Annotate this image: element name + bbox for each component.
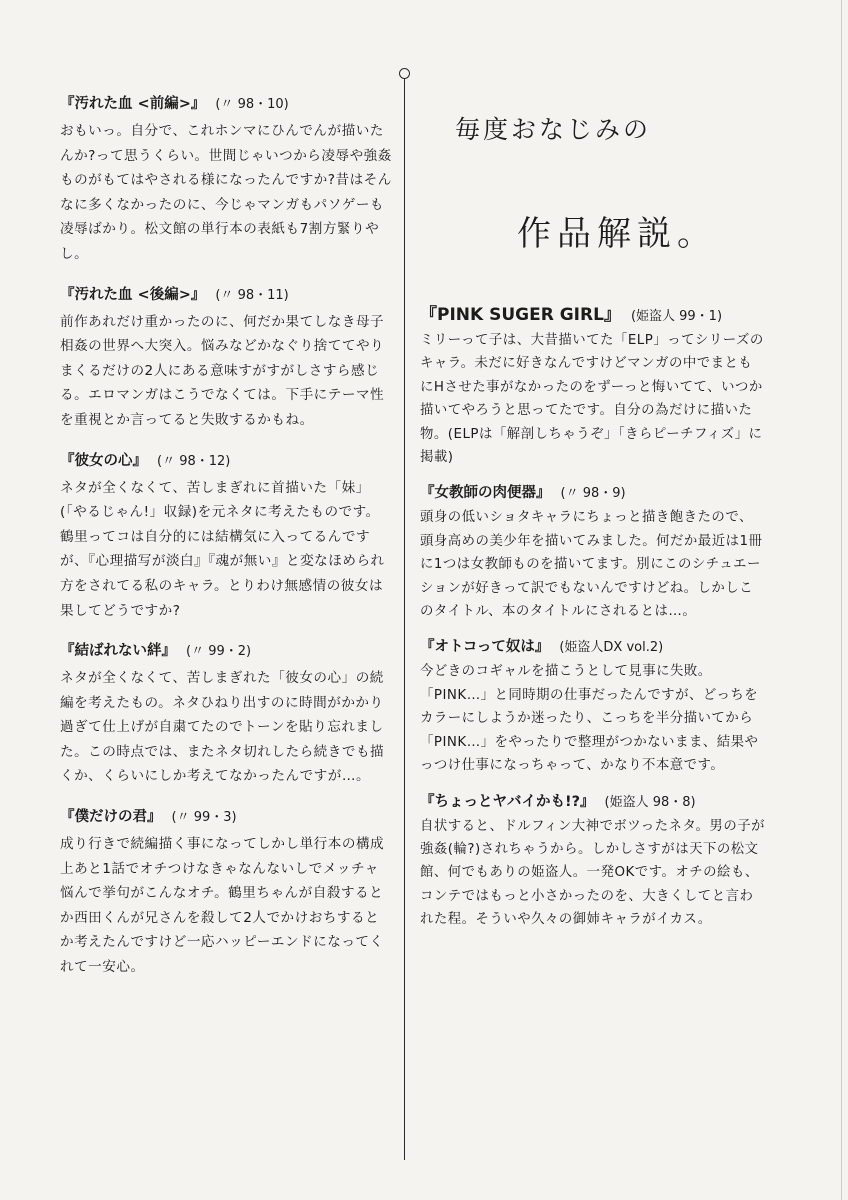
entry — [60, 449, 392, 624]
entry-meta: (〃 98・9) — [560, 486, 626, 502]
entry-meta: (姫盗人DX vol.2) — [559, 640, 664, 656]
entry-meta: (〃 98・11) — [215, 287, 289, 303]
right-column — [420, 300, 765, 944]
entry-body: ミリーって子は、大昔描いてた「ELP」ってシリーズのキャラ。未だに好きなんですけどマンガの中でまともにHさせた事がなかったのをずーっと悔いてて、いつか描いてやろうと思ってたです。自分の為だけに描いた物。(ELPは「解剖しちゃうぞ」「きらピーチフィズ」に掲載) — [420, 333, 764, 466]
entry — [60, 92, 392, 267]
heading-line-1: 毎度おなじみの — [455, 115, 652, 144]
entry-meta: (〃 98・10) — [215, 97, 289, 112]
entry-title: 『オトコって奴は』 — [420, 639, 550, 656]
entry-title: 『結ばれない絆』 — [60, 643, 176, 660]
entry — [420, 300, 765, 469]
divider-ornament — [399, 68, 410, 79]
entry — [420, 481, 765, 623]
entry-title: 『汚れた血 <後編>』 — [60, 286, 206, 303]
entry — [420, 635, 765, 777]
entry-body: ネタが全くなくて、苦しまぎれに首描いた「妹」(「やるじゃん!」収録)を元ネタに考えたものです。鶴里ってコは自分的には結構気に入ってるんですが、『心理描写が淡白』『魂が無い』と変なほめられ方をされてる私のキャラ。とりわけ無感情の彼女は果してどうですか? — [60, 479, 385, 619]
entry-meta: (〃 99・3) — [171, 810, 237, 826]
entry-title: 『PINK SUGER GIRL』 — [420, 305, 621, 325]
entry-meta: (姫盗人 99・1) — [630, 309, 723, 324]
entry-title: 『女教師の肉便器』 — [420, 485, 551, 502]
entry-body: おもいっ。自分で、これホンマにひんでんが描いたんか?って思うくらい。世間じゃいつから凌辱や強姦ものがもてはやされる様になったんですか?昔はそんなに多くなかったのに、今じゃマンガもパソゲーも凌辱ばかり。松文館の単行本の表紙も7割方緊りやし。 — [60, 123, 392, 262]
entry-title: 『彼女の心』 — [60, 452, 147, 469]
entry-body: 頭身の低いショタキャラにちょっと描き飽きたので、頭身高めの美少年を描いてみました。何だか最近は1冊に1つは女教師ものを描いてます。別にこのシチュエーションが好きって訳でもないんですけどね。しかしこのタイトル、本のタイトルにされるとは…。 — [420, 510, 763, 620]
entry-meta: (〃 98・12) — [157, 453, 231, 469]
page-edge — [841, 0, 842, 1200]
heading-line-2: 作品解説。 — [517, 214, 717, 254]
column-divider — [404, 70, 405, 1160]
page-heading — [455, 110, 755, 255]
entry — [60, 639, 392, 789]
entry-body: 成り行きで続編描く事になってしかし単行本の構成上あと1話でオチつけなきゃなんないしでメッチャ悩んで挙句がこんなオチ。鶴里ちゃんが自殺するとか西田くんが兄さんを殺して2人でかけおちするとか考えたんですけど一応ハッピーエンドになってくれて一安心。 — [60, 836, 385, 976]
entry-body: 自状すると、ドルフィン大神でボツったネタ。男の子が強姦(輪?)されちゃうから。しかしさすがは天下の松文館、何でもありの姫盗人。一発OKです。オチの絵も、コンテではもっと小さかったのを、大きくしてと言われた程。そういや久々の御姉キャラがイカス。 — [420, 818, 765, 928]
entry-title: 『汚れた血 <前編>』 — [60, 96, 206, 112]
entry-meta: (姫盗人 98・8) — [604, 794, 696, 810]
entry-title: 『ちょっとヤバイかも!?』 — [420, 793, 595, 810]
entry-body: ネタが全くなくて、苦しまぎれた「彼女の心」の続編を考えたもの。ネタひねり出すのに時間がかかり過ぎて仕上げが自粛てたのでトーンを貼り忘れました。この時点では、またネタ切れしたら続きでも描くか、くらいにしか考えてなかったんですが…。 — [60, 670, 385, 785]
entry — [420, 790, 765, 932]
entry-title: 『僕だけの君』 — [60, 809, 162, 826]
entry-body: 前作あれだけ重かったのに、何だか果てしなき母子相姦の世界へ大突入。悩みなどかなぐり捨ててやりまくるだけの2人にある意味すがすがしさすら感じる。エロマンガはこうでなくては。下手にテーマ性を重視とか言ってると失敗するかもね。 — [60, 313, 385, 428]
entry — [60, 283, 392, 433]
left-column — [60, 92, 392, 996]
entry — [60, 805, 392, 980]
entry-meta: (〃 99・2) — [186, 644, 252, 660]
entry-body: 今どきのコギャルを描こうとして見事に失敗。「PINK…」と同時期の仕事だったんですが、どっちをカラーにしようか迷ったり、こっちを半分描いてから「PINK…」をやったりで整理がつかないまま、結果やっつけ仕事になっちゃって、かなり不本意です。 — [420, 664, 759, 774]
